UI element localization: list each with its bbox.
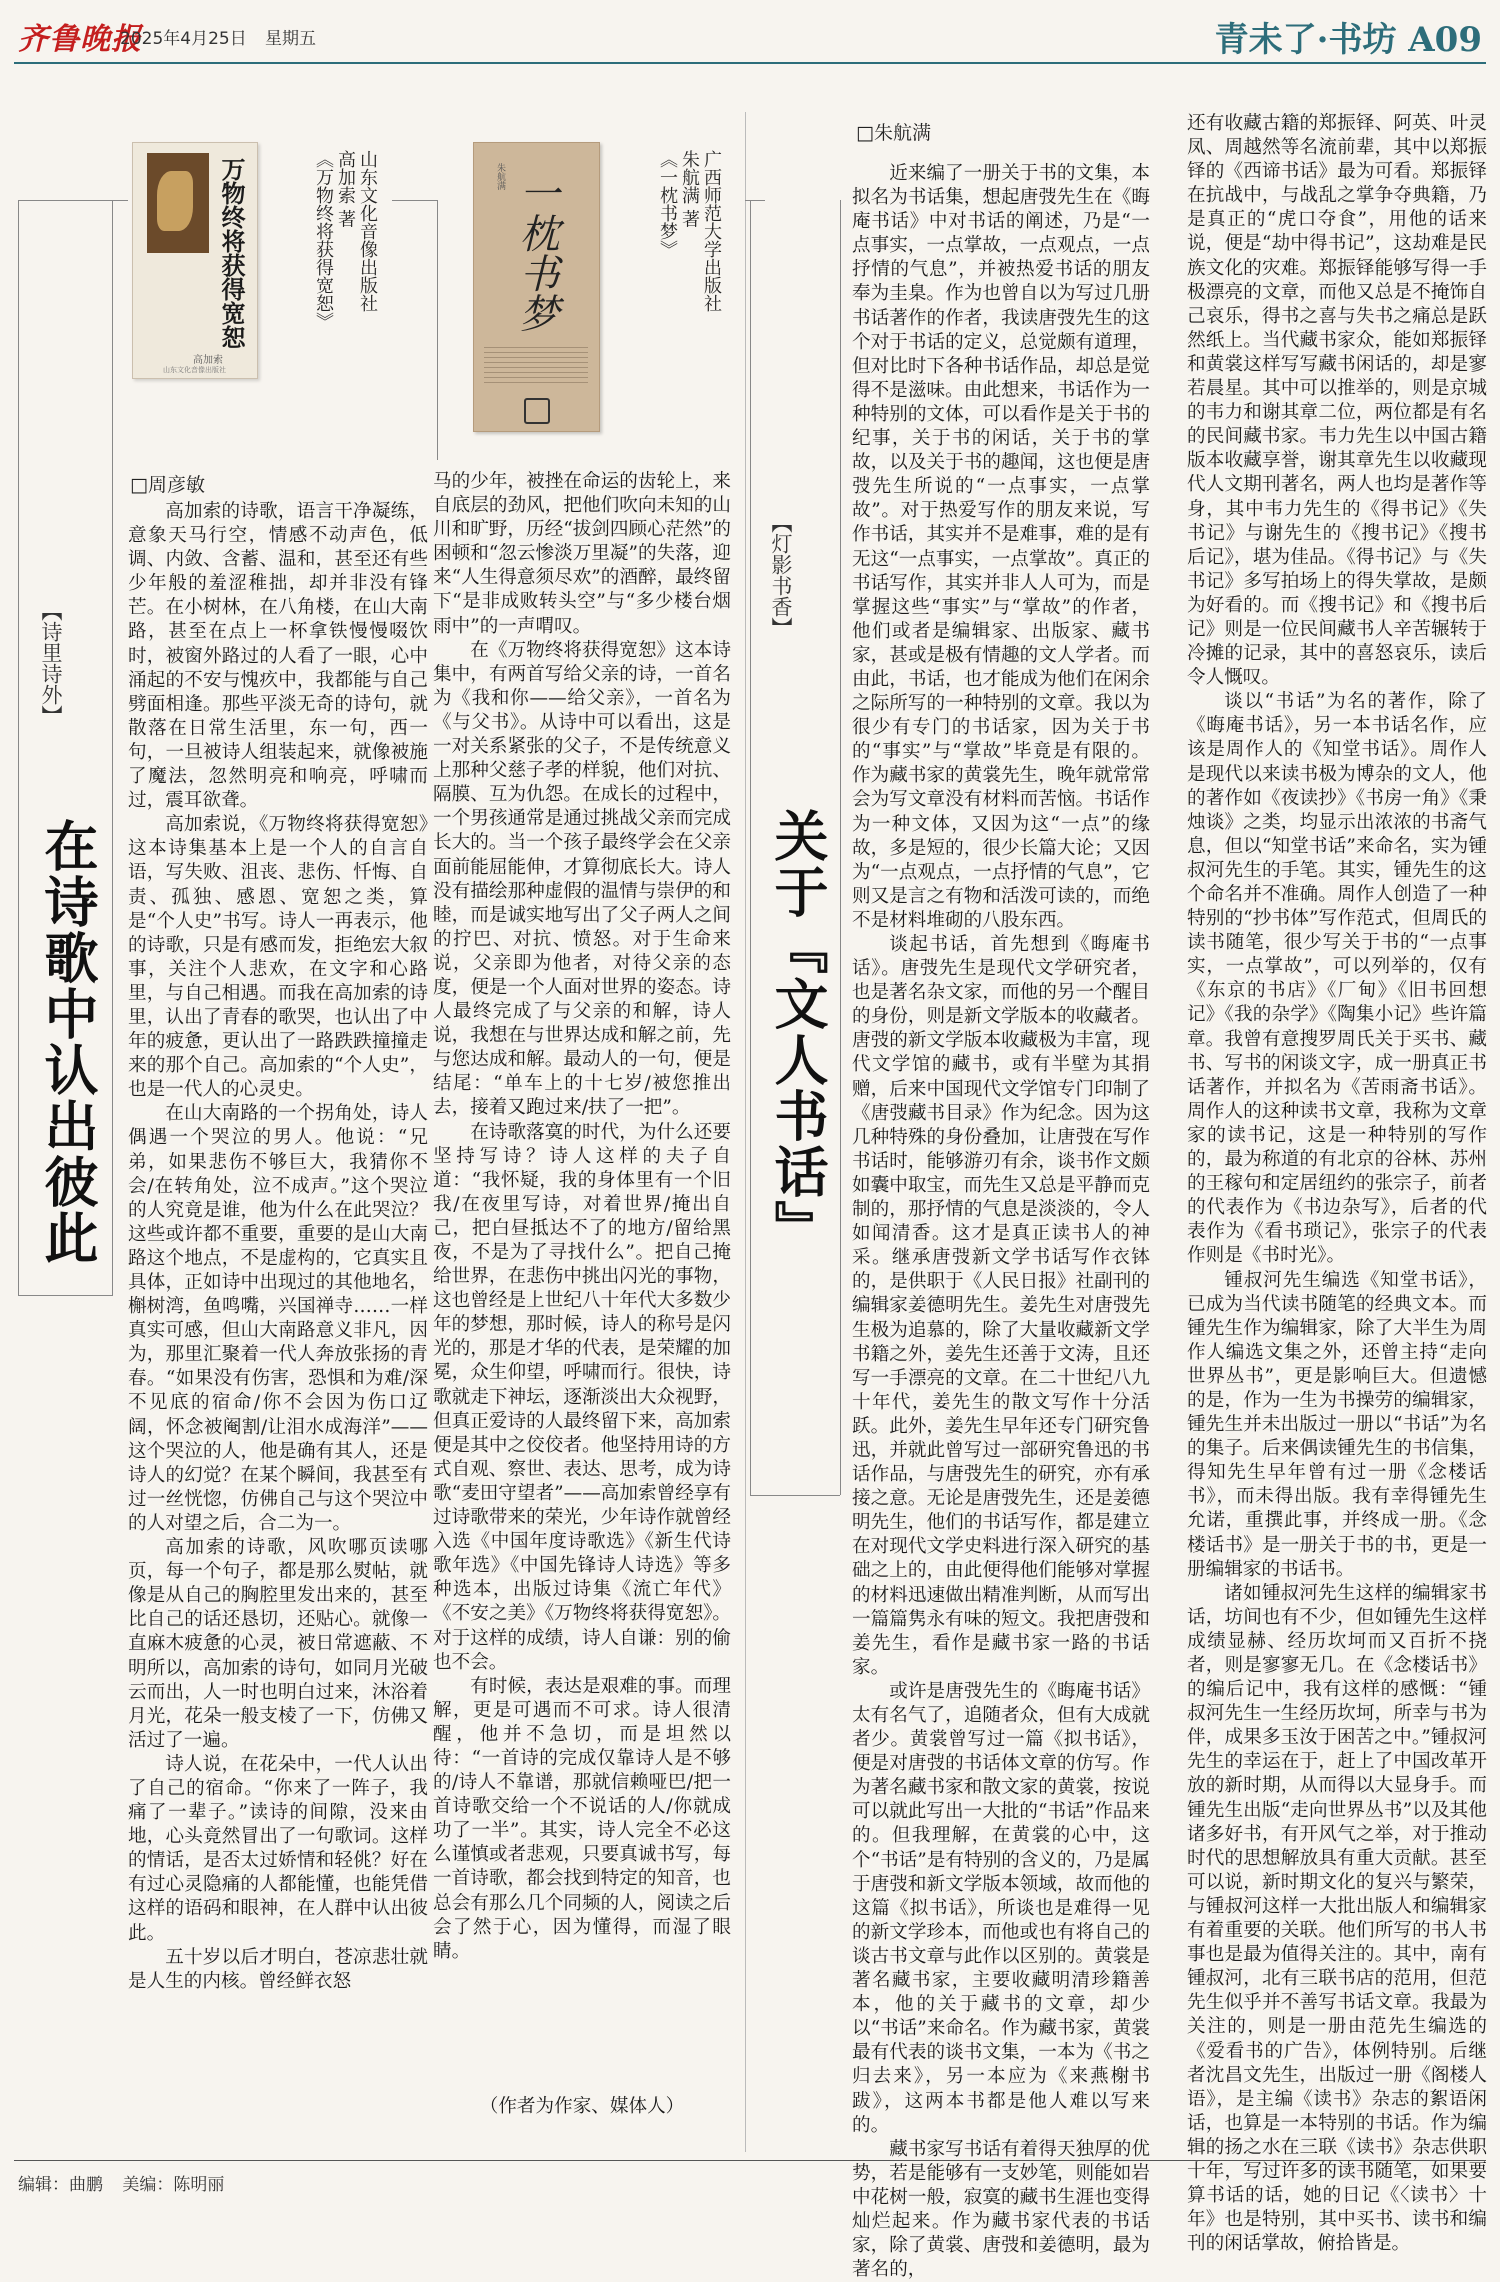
right-frame-left <box>750 200 751 1495</box>
header-rule <box>14 62 1486 64</box>
book-cover-yizhen <box>473 142 600 432</box>
paragraph: 近来编了一册关于书的文集，本拟名为书话集，想起唐弢先生在《晦庵书话》中对书话的阐述，乃是“一点事实，一点掌故，一点观点，一点抒情的气息”，并被热爱书话的朋友奉为圭臬。作为也曾自以为写过几册书话著作的作者，我读唐弢先生的这个对于书话的定义，总觉颇有道理，但对比时下各种书话作品，却总是觉得不是滋味。由此想来，书话作为一种特别的文体，可以看作是关于书的纪事，关于书的闲话，关于书的掌故，以及关于书的趣闻，这也便是唐弢先生所说的“一点事实，一点掌故”。对于热爱写作的朋友来说，写作书话，其实并不是难事，难的是有无这“一点事实，一点掌故”。真正的书话写作，其实并非人人可为，而是掌握这些“事实”与“掌故”的作者，他们或者是编辑家、出版家、藏书家，甚或是极有情趣的文人学者。而由此，书话，也才能成为他们在闲余之际所写的一种特别的文章。我以为很少有专门的书话家，因为关于书的“事实”与“掌故”毕竟是有限的。作为藏书家的黄裳先生，晚年就常常会为写文章没有材料而苦恼。书话作为一种文体，又因为这“一点”的缘故，多是短的，很少长篇大论；又因为“一点观点，一点抒情的气息”，它则又是言之有物和活泼可读的，而绝不是材料堆砌的八股东西。 <box>852 163 1150 931</box>
paragraph: 在《万物终将获得宽恕》这本诗集中，有两首写给父亲的诗，一首名为《我和你——给父亲》，一首名为《与父书》。从诗中可以看出，这是一对关系紧张的父子，不是传统意义上那种父慈子孝的样貌，他们对抗、隔膜、互为仇怨。在成长的过程中，一个男孩通常是通过挑战父亲而完成长大的。当一个孩子最终学会在父亲面前能屈能伸，才算彻底长大。诗人没有描绘那种虚假的温情与崇伊的和睦，而是诚实地写出了父子两人之间的拧巴、对抗、愤怒。对于生命来说，父亲即为他者，对待父亲的态度，便是一个人面对世界的姿态。诗人最终完成了与父亲的和解，诗人说，我想在与世界达成和解之前，先与您达成和解。最动人的一句，便是结尾：“单车上的十七岁/被您推出去，接着又跑过来/扶了一把”。 <box>433 639 731 1119</box>
byline-right: □朱航满 <box>856 122 931 144</box>
book-info-author: 朱航满 著 <box>679 150 700 228</box>
paragraph: 锺叔河先生编选《知堂书话》，已成为当代读书随笔的经典文本。而锺先生作为编辑家，除了大半生为周作人编选文集之外，还曾主持“走向世界丛书”，更是影响巨大。但遗憾的是，作为一生为书操劳的编辑家，锺先生并未出版过一册以“书话”为名的集子。后来偶读锺先生的书信集，得知先生早年曾有过一册《念楼话书》，而未得出版。我有幸得锺先生允诺，重撰此事，并终成一册。《念楼话书》是一册关于书的书，更是一册编辑家的书话书。 <box>1187 1269 1487 1580</box>
paragraph: 谈起书话，首先想到《晦庵书话》。唐弢先生是现代文学研究者，也是著名杂文家，而他的另一个醒目的身份，则是新文学版本的收藏者。唐弢的新文学版本收藏极为丰富，现代文学馆的藏书，或有半壁为其捐赠，后来中国现代文学馆专门印制了《唐弢藏书目录》作为纪念。因为这几种特殊的身份叠加，让唐弢在写作书话时，能够游刃有余，谈书作文颇如囊中取宝，而先生又总是平静而克制的，那抒情的气息是淡淡的，令人如闻清香。这才是真正读书人的神采。继承唐弢新文学书话写作衣钵的，是供职于《人民日报》社副刊的编辑家姜德明先生。姜先生对唐弢先生极为追慕的，除了大量收藏新文学书籍之外，姜先生还善于文涛，且还写一手漂亮的文章。在二十世纪八九十年代，姜先生的散文写作十分活跃。此外，姜先生早年还专门研究鲁迅，并就此曾写过一部研究鲁迅的书话作品，与唐弢先生的研究，亦有承接之意。无论是唐弢先生，还是姜德明先生，他们的书话写作，都是建立在对现代文学史料进行深入研究的基础之上的，由此便得他们能够对掌握的材料迅速做出精准判断，从而写出一篇篇隽永有味的短文。我把唐弢和姜先生，看作是藏书家一路的书话家。 <box>852 934 1150 1678</box>
paragraph: 高加索的诗歌，语言干净凝练，意象天马行空，情感不动声色，低调、内敛、含蓄、温和，甚至还有些少年般的羞涩稚拙，却并非没有锋芒。在小树林，在八角楼，在山大南路，甚至在点上一杯拿铁慢慢啜饮时，被窗外路过的人看了一眼，心中涌起的不安与愧疚中，我都能与自己劈面相逢。那些平淡无奇的诗句，就散落在日常生活里，东一句，西一句，一旦被诗人组装起来，就像被施了魔法，忽然明亮和响亮，呼啸而过，震耳欲聋。 <box>128 501 428 812</box>
paragraph: 有时候，表达是艰难的事。而理解，更是可遇而不可求。诗人很清醒，他并不急切，而是坦然以待：“一首诗的完成仅靠诗人是不够的/诗人不靠谱，那就信赖哑巴/把一首诗歌交给一个不说话的人/你就成功了一半”。其实，诗人完全不必这么谨慎或者悲观，只要真诚书写，每一首诗歌，都会找到特定的知音，也总会有那么几个同频的人，阅读之后会了然于心，因为懂得，而湿了眼睛。 <box>433 1675 731 1962</box>
left-frame-inner <box>112 200 113 1295</box>
article-left-col-1 <box>128 500 428 2150</box>
issue-weekday: 星期五 <box>265 29 316 49</box>
column-tag-shili: 【诗里诗外】 <box>39 600 63 726</box>
paragraph: 高加索的诗歌，风吹哪页读哪页，每一个句子，都是那么熨帖，就像是从自己的胸腔里发出来的，甚至比自己的话还恳切，还贴心。就像一直麻木疲惫的心灵，被日常遮蔽、不明所以，高加索的诗句，如同月光破云而出，人一时也明白过来，沐浴着月光，花朵一般支棱了一下，仿佛又活过了一遍。 <box>128 1537 428 1751</box>
headline-left: 在诗歌中认出彼此 <box>36 818 100 1266</box>
paragraph: 诗人说，在花朵中，一代人认出了自己的宿命。“你来了一阵子，我痛了一辈子。”读诗的间隙，没来由地，心头竟然冒出了一句歌词。这样的情话，是否太过娇情和轻佻？好在有过心灵隐痛的人都能懂，也能凭借这样的语码和眼神，在人群中认出彼此。 <box>128 1753 428 1944</box>
right-frame-right <box>840 200 841 1495</box>
article-right-col-1 <box>852 162 1150 2281</box>
cover-blurb <box>484 343 588 387</box>
book-cover-wanwu <box>132 142 258 379</box>
book-info-title: 《一枕书梦》 <box>657 150 678 258</box>
cover-title: 一枕书梦 <box>513 173 559 333</box>
paragraph: 在诗歌落寞的时代，为什么还要坚持写诗？诗人这样的夫子自道：“我怀疑，我的身体里有一个旧我/在夜里写诗，对着世界/掩出自己，把白昼抵达不了的地方/留给黑夜，不是为了寻找什么”。把自己掩给世界，在悲伤中挑出闪光的事物，这也曾经是上世纪八十年代大多数少年的梦想，那时候，诗人的称号是闪光的，那是才华的代表，是荣耀的加冕，众生仰望，呼啸而行。很快，诗歌就走下神坛，逐渐淡出大众视野，但真正爱诗的人最终留下来，高加索便是其中之佼佼者。他坚持用诗的方式自观、察世、表达、思考，成为诗歌“麦田守望者”——高加索曾经享有过诗歌带来的荣光，少年诗作就曾经入选《中国年度诗歌选》《新生代诗歌年选》《中国先锋诗人诗选》等多种选本，出版过诗集《流亡年代》《不安之美》《万物终将获得宽恕》。对于这样的成绩，诗人自谦：别的偷也不会。 <box>433 1121 731 1673</box>
masthead-logo: 齐鲁晚报 <box>18 22 142 57</box>
author-note-left: （作者为作家、媒体人） <box>479 2096 685 2117</box>
paragraph: 还有收藏古籍的郑振铎、阿英、叶灵凤、周越然等名流前辈，其中以郑振铎的《西谛书话》最为可看。郑振铎在抗战中，与战乱之掌争夺典籍，乃是真正的“虎口夺食”，用他的话来说，便是“劫中得书记”，这劫难是民族文化的灾难。郑振铎能够写得一手极漂亮的文章，而他又总是不掩饰自己哀乐，得书之喜与失书之痛总是跃然纸上。当代藏书家众，能如郑振铎和黄裳这样写写藏书闲话的，却是寥若晨星。其中可以推举的，则是京城的韦力和谢其章二位，两位都是有名的民间藏书家。韦力先生以中国古籍版本收藏享誉，谢其章先生以收藏现代人文期刊著名，两人也均是著作等身，其中韦力先生的《得书记》《失书记》与谢先生的《搜书记》《搜书后记》，堪为佳品。《得书记》与《失书记》多写拍场上的得失掌故，是颇为好看的。而《搜书记》和《搜书后记》则是一位民间藏书人辛苦辗转于冷摊的记录，其中的喜怒哀乐，读后令人慨叹。 <box>1187 113 1487 689</box>
book-info-title: 《万物终将获得宽恕》 <box>313 150 334 330</box>
paragraph: 五十岁以后才明白，苍凉悲壮就是人生的内核。曾经鲜衣怒 <box>128 1946 428 1992</box>
right-frame-bottom <box>750 1495 840 1496</box>
left-book-divider <box>437 200 438 460</box>
cover-author: 朱航满 <box>495 163 505 190</box>
book-info-publisher: 山东文化音像出版社 <box>357 150 378 312</box>
paragraph: 藏书家写书话有着得天独厚的优势，若是能够有一支妙笔，则能如岩中花树一般，寂寞的藏书生涯也变得灿烂起来。作为藏书家代表的书话家，除了黄裳、唐弢和姜德明，最为著名的， <box>852 2138 1150 2281</box>
paragraph: 高加索说，《万物终将获得宽恕》这本诗集基本上是一个人的自言自语，写失败、沮丧、悲伤、忏悔、自责、孤独、感恩、宽恕之类，算是“个人史”书写。诗人一再表示，他的诗歌，只是有感而发，拒绝宏大叙事，关注个人悲欢，在文字和心路里，与自己相遇。而我在高加索的诗里，认出了青春的歌哭，也认出了中年的疲惫，更认出了一路跌跌撞撞走来的那个自己。高加索的“个人史”，也是一代人的心灵史。 <box>128 814 428 1101</box>
left-frame-edge <box>18 200 19 1295</box>
book-info-author: 高加索 著 <box>335 150 356 228</box>
paragraph: 在山大南路的一个拐角处，诗人偶遇一个哭泣的男人。他说：“兄弟，如果悲伤不够巨大，我猜你不会/在转角处，泣不成声。”这个哭泣的人究竟是谁，他为什么在此哭泣？这些或许都不重要，重要的是山大南路这个地点，不是虚构的，它真实且具体，正如诗中出现过的其他地名，槲树湾，鱼鸣嘴，兴国禅寺……一样真实可感，但山大南路意义非凡，因为，那里汇聚着一代人奔放张扬的青春。“如果没有伤害，恐惧和为难/深不见底的宿命/你不会因为伤口辽阔，怀念被阉割/让泪水成海洋”——这个哭泣的人，他是确有其人，还是诗人的幻觉？在某个瞬间，我甚至有过一丝恍惚，仿佛自己与这个哭泣中的人对望之后，合二为一。 <box>128 1103 428 1534</box>
editor-credit: 编辑：曲鹏 <box>18 2175 103 2195</box>
paragraph: 或许是唐弢先生的《晦庵书话》太有名气了，追随者众，但有大成就者少。黄裳曾写过一篇《拟书话》，便是对唐弢的书话体文章的仿写。作为著名藏书家和散文家的黄裳，按说可以就此写出一大批的“书话”作品来的。但我理解，在黄裳的心中，这个“书话”是有特别的含义的，乃是属于唐弢和新文学版本领域，故而他的这篇《拟书话》，所谈也是难得一见的新文学珍本，而他或也有将自己的谈古书文章与此作以区别的。黄裳是著名藏书家，主要收藏明清珍籍善本，他的关于藏书的文章，却少以“书话”来命名。作为藏书家，黄裳最有代表的谈书文集，一本为《书之归去来》，另一本应为《来燕榭书跋》，这两本书都是他人难以写来的。 <box>852 1680 1150 2136</box>
footer-rule <box>14 2160 1486 2161</box>
issue-date: 2025年4月25日 <box>120 29 247 49</box>
cover-author: 高加索 <box>193 355 223 366</box>
feature-divider <box>745 112 746 2152</box>
column-tag-dengying: 【灯影书香】 <box>769 512 793 638</box>
footer-credits <box>18 2170 238 2195</box>
left-frame-bottom <box>18 1295 113 1296</box>
cover-title: 万物终将获得宽恕 <box>217 157 246 349</box>
headline-right: 关于『文人书话』 <box>766 808 830 1256</box>
section-title: 青未了·书坊 A09 <box>1214 20 1482 60</box>
left-frame-top-b <box>392 200 437 201</box>
right-frame-top <box>745 200 765 201</box>
paragraph: 马的少年，被挫在命运的齿轮上，来自底层的劲风，把他们吹向未知的山川和旷野，历经“拔剑四顾心茫然”的困顿和“忽云惨淡万里凝”的失落，迎来“人生得意须尽欢”的酒醉，最终留下“是非成败转头空”与“多少楼台烟雨中”的一声喟叹。 <box>433 471 731 637</box>
left-book-info <box>312 150 334 390</box>
paragraph: 谈以“书话”为名的著作，除了《晦庵书话》，另一本书话名作，应该是周作人的《知堂书话》。周作人是现代以来读书极为博杂的文人，他的著作如《夜读抄》《书房一角》《秉烛谈》之类，均显示出浓浓的书斋气息，但以“知堂书话”来命名，实为锺叔河先生的手笔。其实，锺先生的这个命名并不准确。周作人创造了一种特别的“抄书体”写作范式，但周氏的读书随笔，很少写关于书的“一点事实，一点掌故”，可以列举的，仅有《东京的书店》《厂甸》《旧书回想记》《我的杂学》《陶集小记》些许篇章。我曾有意搜罗周氏关于买书、藏书、写书的闲谈文字，成一册真正书话著作，并拟名为《苦雨斋书话》。周作人的这种读书文章，我称为文章家的读书记，这是一种特别的写作的，最为称道的有北京的谷林、苏州的王稼句和定居纽约的张宗子，前者的代表作为《书边杂写》，后者的代表作为《看书琐记》，张宗子的代表作则是《书时光》。 <box>1187 691 1487 1267</box>
publisher-logo-icon <box>524 398 550 424</box>
paragraph: 诸如锺叔河先生这样的编辑家书话，坊间也有不少，但如锺先生这样成绩显赫、经历坎坷而又百折不挠者，则是寥寥无几。在《念楼话书》的编后记中，我有这样的感慨：“锺叔河先生一生经历坎坷，所幸与书为伴，成果多玉汝于困苦之中。”锺叔河先生的幸运在于，赶上了中国改革开放的新时期，从而得以大显身手。而锺先生出版“走向世界丛书”以及其他诸多好书，有开风气之举，对于推动时代的思想解放具有重大贡献。甚至可以说，新时期文化的复兴与繁荣，与锺叔河这样一大批出版人和编辑家有着重要的关联。他们所写的书人书事也是最为值得关注的。其中，南有锺叔河，北有三联书店的范用，但范先生似乎并不善写书话文章。我最为关注的，则是一册由范先生编选的《爱看书的广告》，体例特别。后继者沈昌文先生，出版过一册《阁楼人语》，是主编《读书》杂志的絮语闲话，也算是一本特别的书话。作为编辑的扬之水在三联《读书》杂志供职十年，写过许多的读书随笔，如果要算书话的话，她的日记《〈读书〉十年》也是特别，其中买书、读书和编刊的闲话掌故，俯拾皆是。 <box>1187 1582 1487 2255</box>
cover-artwork <box>147 153 209 253</box>
cover-publisher: 山东文化音像出版社 <box>163 366 226 374</box>
byline-left: □周彦敏 <box>130 474 205 496</box>
article-left-col-2 <box>433 470 731 2085</box>
book-info-publisher: 广西师范大学出版社 <box>701 150 722 312</box>
designer-credit: 美编：陈明丽 <box>122 2175 225 2195</box>
article-right-col-2 <box>1187 112 1487 2255</box>
